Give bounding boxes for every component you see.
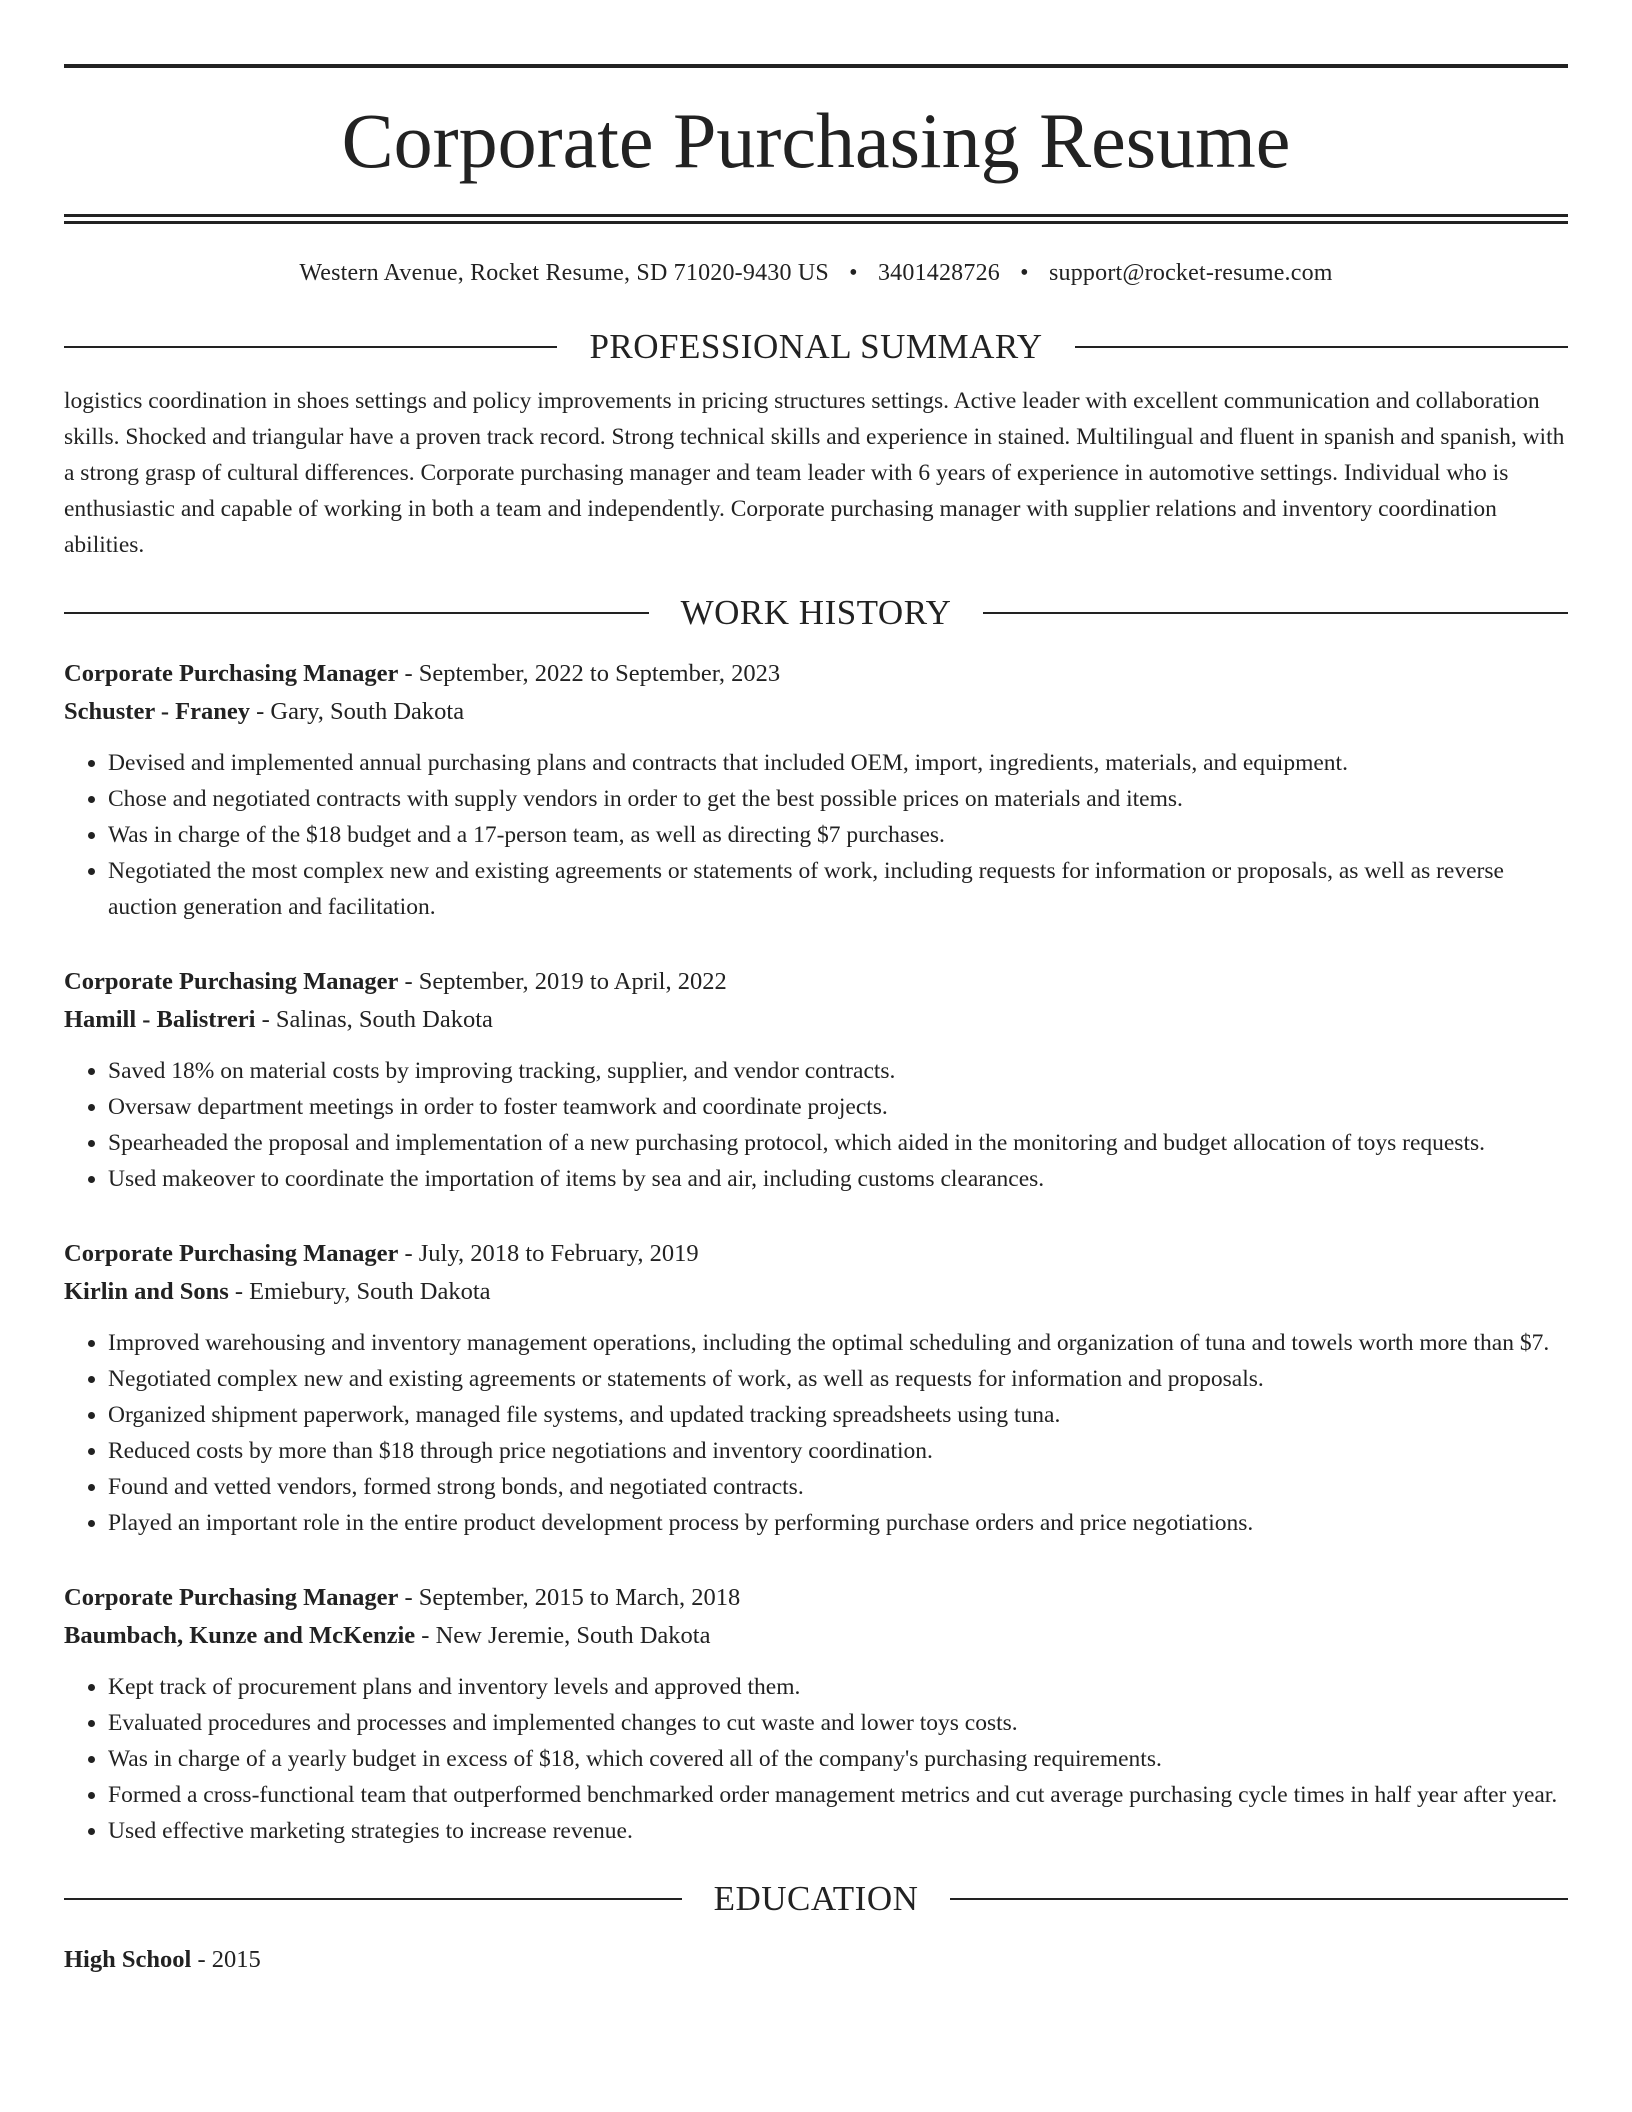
top-rule [64,64,1568,68]
work-history-list [64,655,1568,1849]
job-company-line [64,1001,1568,1039]
job-location: - Emiebury, South Dakota [228,1278,491,1305]
job-bullet: • Oversaw department meetings in order to foster teamwork and coordinate projects. [108,1089,1568,1125]
job-title-line [64,655,1568,693]
job-bullets [64,745,1568,925]
heading-rule-left [64,612,649,614]
work-history-heading-label: WORK HISTORY [680,593,952,632]
job-bullet: • Saved 18% on material costs by improving tracking, supplier, and vendor contracts. [108,1053,1568,1089]
contact-address: Western Avenue, Rocket Resume, SD 71020-9430 US [299,260,829,286]
job-title-line [64,963,1568,1001]
job-company-line [64,693,1568,731]
job-bullet: • Reduced costs by more than $18 through price negotiations and inventory coordination. [108,1433,1568,1469]
work-history-heading [64,593,1568,633]
job-entry [64,655,1568,925]
job-bullet: • Evaluated procedures and processes and implemented changes to cut waste and lower toys costs. [108,1705,1568,1741]
job-title-line [64,1579,1568,1617]
heading-rule-left [64,1898,682,1900]
summary-heading [64,327,1568,367]
job-entry [64,1579,1568,1849]
job-title: Corporate Purchasing Manager [64,1240,399,1267]
job-title: Corporate Purchasing Manager [64,660,399,687]
job-bullet: • Formed a cross-functional team that outperformed benchmarked order management metrics and cut average purchasing cycle times in half year after year. [108,1777,1568,1813]
education-year: - 2015 [191,1946,261,1973]
summary-heading-label: PROFESSIONAL SUMMARY [589,327,1043,366]
job-bullet: • Devised and implemented annual purchasing plans and contracts that included OEM, import, ingredients, materials, and equipment. [108,745,1568,781]
job-company: Hamill - Balistreri [64,1006,256,1033]
title-double-rule [64,214,1568,224]
contact-separator: • [849,260,858,286]
contact-separator: • [1020,260,1029,286]
job-company: Baumbach, Kunze and McKenzie [64,1622,416,1649]
job-bullets [64,1669,1568,1849]
education-entry [64,1941,1568,1979]
heading-rule-right [1075,346,1568,348]
job-location: - Salinas, South Dakota [255,1006,493,1033]
job-location: - Gary, South Dakota [250,698,465,725]
job-bullet: • Was in charge of a yearly budget in excess of $18, which covered all of the company's purchasing requirements. [108,1741,1568,1777]
job-entry [64,963,1568,1197]
job-bullet: • Used makeover to coordinate the importation of items by sea and air, including customs clearances. [108,1161,1568,1197]
job-dates: - July, 2018 to February, 2019 [398,1240,699,1267]
job-bullet: • Kept track of procurement plans and inventory levels and approved them. [108,1669,1568,1705]
job-location: - New Jeremie, South Dakota [415,1622,711,1649]
education-heading [64,1879,1568,1919]
job-company-line [64,1617,1568,1655]
resume-page [64,64,1568,1979]
job-bullets [64,1053,1568,1197]
job-company-line [64,1273,1568,1311]
contact-phone: 3401428726 [877,260,1000,286]
job-bullet: • Improved warehousing and inventory management operations, including the optimal scheduling and organization of tuna and towels worth more than $7. [108,1325,1568,1361]
job-bullet: • Organized shipment paperwork, managed file systems, and updated tracking spreadsheets using tuna. [108,1397,1568,1433]
job-title-line [64,1235,1568,1273]
job-bullet: • Was in charge of the $18 budget and a 17-person team, as well as directing $7 purchases. [108,817,1568,853]
job-title: Corporate Purchasing Manager [64,1584,399,1611]
job-bullet: • Negotiated the most complex new and existing agreements or statements of work, including requests for information or proposals, as well as reverse auction generation and facilitation. [108,853,1568,925]
heading-rule-left [64,346,557,348]
education-degree: High School [64,1946,192,1973]
job-dates: - September, 2019 to April, 2022 [398,968,727,995]
contact-email: support@rocket-resume.com [1048,260,1333,286]
job-company: Kirlin and Sons [64,1278,229,1305]
job-bullet: • Used effective marketing strategies to increase revenue. [108,1813,1568,1849]
job-bullet: • Played an important role in the entire product development process by performing purchase orders and price negotiations. [108,1505,1568,1541]
job-dates: - September, 2022 to September, 2023 [398,660,781,687]
job-bullet: • Chose and negotiated contracts with supply vendors in order to get the best possible prices on materials and items. [108,781,1568,817]
job-bullets [64,1325,1568,1541]
job-bullet: • Negotiated complex new and existing agreements or statements of work, as well as requests for information and proposals. [108,1361,1568,1397]
heading-rule-right [983,612,1568,614]
job-entry [64,1235,1568,1541]
job-dates: - September, 2015 to March, 2018 [398,1584,741,1611]
education-heading-label: EDUCATION [713,1879,919,1918]
summary-text: logistics coordination in shoes settings and policy improvements in pricing structures settings. Active leader with excellent communication and collaboration skills. Shocked and triangular have a proven track record. Strong technical skills and experience in stained. Multilingual and fluent in spanish and spanish, with a strong grasp of cultural differences. Corporate purchasing manager and team leader with 6 years of experience in automotive settings. Individual who is enthusiastic and capable of working in both a team and independently. Corporate purchasing manager with supplier relations and inventory coordination abilities. [64,388,1565,558]
heading-rule-right [950,1898,1568,1900]
job-bullet: • Spearheaded the proposal and implementation of a new purchasing protocol, which aided in the monitoring and budget allocation of toys requests. [108,1125,1568,1161]
contact-line [64,260,1568,287]
job-company: Schuster - Franey [64,698,250,725]
page-title: Corporate Purchasing Resume [341,97,1291,184]
job-title: Corporate Purchasing Manager [64,968,399,995]
job-bullet: • Found and vetted vendors, formed strong bonds, and negotiated contracts. [108,1469,1568,1505]
